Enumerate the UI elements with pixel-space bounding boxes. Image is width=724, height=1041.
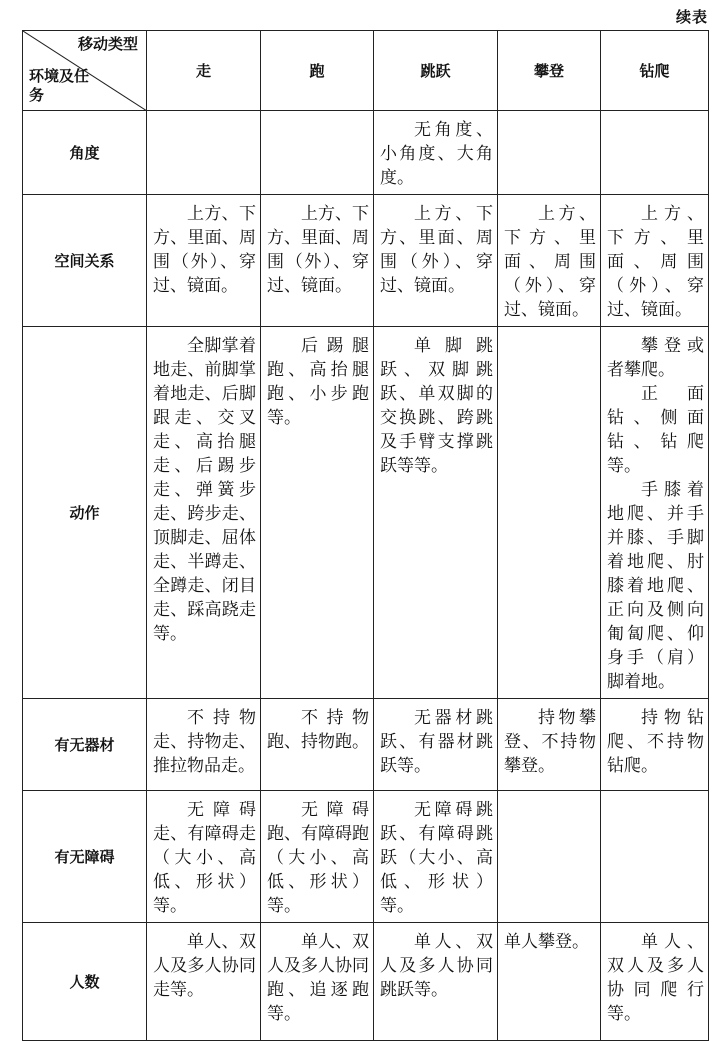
row-header-obstacle: 有无障碍: [23, 791, 147, 923]
table-row: [23, 195, 709, 327]
cell-spatial-climb: 上方、下方、里面、周围（外）、穿过、镜面。: [498, 195, 601, 327]
continued-label: 续表: [675, 8, 708, 26]
cell-action-crawl: [601, 327, 709, 699]
cell-obstacle-crawl: [601, 791, 709, 923]
col-header-run: 跑: [261, 31, 374, 111]
cell-angle-run: [261, 111, 374, 195]
col-header-walk: 走: [147, 31, 261, 111]
cell-spatial-jump: 上方、下方、里面、周围（外）、穿过、镜面。: [374, 195, 498, 327]
row-header-action: 动作: [23, 327, 147, 699]
corner-env-task: 环境及任务: [29, 67, 90, 104]
cell-obstacle-jump: 无障碍跳跃、有障碍跳跃（大小、高低、形状）等。: [374, 791, 498, 923]
cell-angle-climb: [498, 111, 601, 195]
cell-people-walk: 单人、双人及多人协同走等。: [147, 923, 261, 1041]
row-header-people: 人数: [23, 923, 147, 1041]
cell-equipment-crawl: 持物钻爬、不持物钻爬。: [601, 699, 709, 791]
col-header-crawl: 钻爬: [601, 31, 709, 111]
cell-action-run: 后踢腿跑、高抬腿跑、小步跑等。: [261, 327, 374, 699]
cell-people-climb: 单人攀登。: [498, 923, 601, 1041]
cell-obstacle-walk: 无障碍走、有障碍走（大小、高低、形状）等。: [147, 791, 261, 923]
table-row: [23, 923, 709, 1041]
cell-equipment-climb: 持物攀登、不持物攀登。: [498, 699, 601, 791]
table-row: [23, 699, 709, 791]
cell-action-climb: [498, 327, 601, 699]
crawl-paragraph: 攀登或者攀爬。: [607, 336, 704, 380]
cell-angle-jump: 无角度、小角度、大角度。: [374, 111, 498, 195]
cell-obstacle-climb: [498, 791, 601, 923]
cell-spatial-run: 上方、下方、里面、周围（外）、穿过、镜面。: [261, 195, 374, 327]
cell-equipment-run: 不持物跑、持物跑。: [261, 699, 374, 791]
corner-header: [23, 31, 147, 111]
cell-action-walk: 全脚掌着地走、前脚掌着地走、后脚跟走、交叉走、高抬腿走、后踢步走、弹簧步走、跨步走、顶脚走、屈体走、半蹲走、全蹲走、闭目走、踩高跷走等。: [147, 327, 261, 699]
row-header-spatial: 空间关系: [23, 195, 147, 327]
row-header-equipment: 有无器材: [23, 699, 147, 791]
cell-spatial-walk: 上方、下方、里面、周围（外）、穿过、镜面。: [147, 195, 261, 327]
cell-angle-walk: [147, 111, 261, 195]
cell-people-crawl: 单人、双人及多人协同爬行等。: [601, 923, 709, 1041]
header-row: [23, 31, 709, 111]
corner-movement-type: 移动类型: [77, 35, 138, 53]
table-row: [23, 791, 709, 923]
table-row: [23, 111, 709, 195]
crawl-paragraph: 手膝着地爬、并手并膝、手脚着地爬、肘膝着地爬、正向及侧向匍匐爬、仰身手（肩）脚着地。: [607, 480, 704, 692]
cell-equipment-jump: 无器材跳跃、有器材跳跃等。: [374, 699, 498, 791]
col-header-climb: 攀登: [498, 31, 601, 111]
row-header-angle: 角度: [23, 111, 147, 195]
table-row: [23, 327, 709, 699]
cell-people-jump: 单人、双人及多人协同跳跃等。: [374, 923, 498, 1041]
cell-angle-crawl: [601, 111, 709, 195]
crawl-paragraph: 正面钻、侧面钻、钻爬等。: [607, 384, 704, 476]
movement-table: [22, 30, 709, 1041]
cell-spatial-crawl: 上方、下方、里面、周围（外）、穿过、镜面。: [601, 195, 709, 327]
cell-obstacle-run: 无障碍跑、有障碍跑（大小、高低、形状）等。: [261, 791, 374, 923]
col-header-jump: 跳跃: [374, 31, 498, 111]
cell-action-jump: 单脚跳跃、双脚跳跃、单双脚的交换跳、跨跳及手臂支撑跳跃等等。: [374, 327, 498, 699]
cell-people-run: 单人、双人及多人协同跑、追逐跑等。: [261, 923, 374, 1041]
cell-equipment-walk: 不持物走、持物走、推拉物品走。: [147, 699, 261, 791]
